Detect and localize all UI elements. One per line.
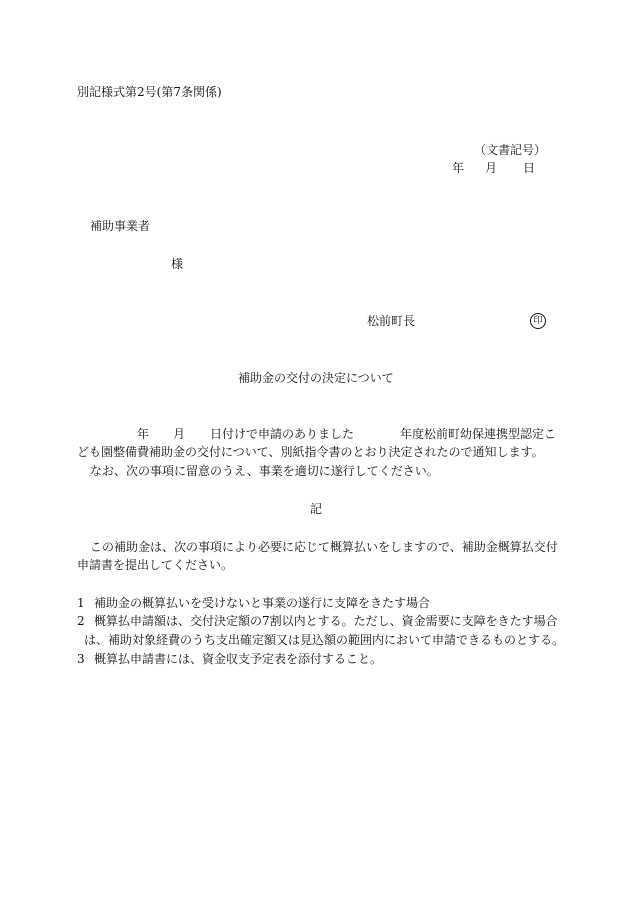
payment-notice-line-1: この補助金は、次の事項により必要に応じて概算払いをしますので、補助金概算払交付 [90, 540, 558, 554]
body-line-3: なお、次の事項に留意のうえ、事業を適切に遂行してください。 [90, 464, 439, 478]
item-text: 補助金の概算払いを受けないと事業の遂行に支障をきたす場合 [94, 596, 431, 610]
item-text: 概算払申請額は、交付決定額の7割以内とする。ただし、資金需要に支障をきたす場合 [94, 614, 558, 628]
fiscal-year-text: 年度松前町幼保連携型認定こ [400, 427, 557, 441]
ref-year: 年 [137, 427, 150, 441]
sender-title: 松前町長 [367, 314, 416, 328]
ref-month: 月 [173, 427, 186, 441]
item-number: 2 [77, 614, 85, 628]
date-year: 年 [452, 161, 465, 175]
item-text: 概算払申請書には、資金収支予定表を添付すること。 [94, 652, 383, 666]
ki-marker: 記 [310, 502, 323, 516]
seal-icon: 印 [530, 313, 546, 329]
date-day: 日 [523, 161, 536, 175]
document-number: （文書記号） [474, 143, 547, 157]
item-text-continuation: は、補助対象経費のうち支出確定額又は見込額の範囲内において申請できるものとする。 [84, 633, 565, 647]
recipient-honorific: 様 [171, 257, 184, 271]
subject-title: 補助金の交付の決定について [238, 371, 394, 385]
form-label: 別記様式第2号(第7条関係) [77, 85, 222, 99]
payment-notice-line-2: 申請書を提出してください。 [77, 558, 234, 572]
item-number: 3 [77, 652, 85, 666]
date-month: 月 [485, 161, 498, 175]
item-number: 1 [77, 596, 85, 610]
recipient-label: 補助事業者 [90, 219, 151, 233]
ref-day-text: 日付けで申請のありました [210, 427, 355, 441]
body-line-2: ども園整備費補助金の交付について、別紙指令書のとおり決定されたので通知します。 [77, 445, 544, 459]
